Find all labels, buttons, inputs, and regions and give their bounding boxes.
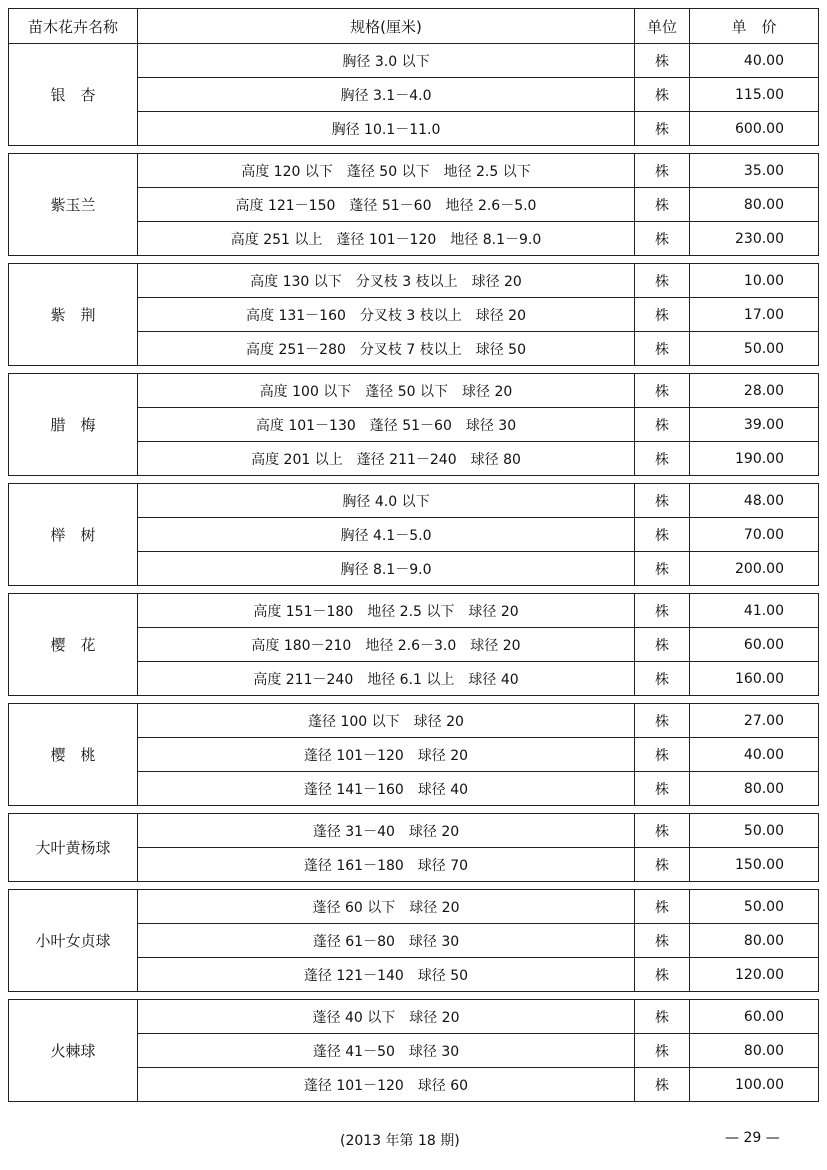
- table-row: [9, 264, 819, 298]
- price-cell: 50.00: [690, 332, 819, 366]
- separator-cell: [9, 146, 819, 154]
- group-separator: [9, 806, 819, 814]
- unit-cell: 株: [635, 890, 690, 924]
- price-cell: 28.00: [690, 374, 819, 408]
- unit-cell: 株: [635, 704, 690, 738]
- price-cell: 60.00: [690, 1000, 819, 1034]
- spec-cell: 高度 151－180 地径 2.5 以下 球径 20: [138, 594, 635, 628]
- price-cell: 80.00: [690, 924, 819, 958]
- group-separator: [9, 992, 819, 1000]
- group-separator: [9, 696, 819, 704]
- header-price: 单 价: [690, 9, 819, 44]
- spec-cell: 胸径 4.1－5.0: [138, 518, 635, 552]
- price-cell: 100.00: [690, 1068, 819, 1102]
- page-number: — 29 —: [725, 1130, 780, 1146]
- unit-cell: 株: [635, 44, 690, 78]
- price-cell: 10.00: [690, 264, 819, 298]
- unit-cell: 株: [635, 264, 690, 298]
- spec-cell: 高度 121－150 蓬径 51－60 地径 2.6－5.0: [138, 188, 635, 222]
- spec-cell: 高度 131－160 分叉枝 3 枝以上 球径 20: [138, 298, 635, 332]
- price-cell: 80.00: [690, 1034, 819, 1068]
- group-separator: [9, 476, 819, 484]
- spec-cell: 高度 101－130 蓬径 51－60 球径 30: [138, 408, 635, 442]
- plant-name-cell: 大叶黄杨球: [9, 814, 138, 882]
- price-cell: 60.00: [690, 628, 819, 662]
- plant-name-cell: 银 杏: [9, 44, 138, 146]
- price-cell: 120.00: [690, 958, 819, 992]
- spec-cell: 蓬径 161－180 球径 70: [138, 848, 635, 882]
- spec-cell: 高度 251－280 分叉枝 7 枝以上 球径 50: [138, 332, 635, 366]
- spec-cell: 蓬径 40 以下 球径 20: [138, 1000, 635, 1034]
- spec-cell: 蓬径 141－160 球径 40: [138, 772, 635, 806]
- spec-cell: 蓬径 60 以下 球径 20: [138, 890, 635, 924]
- separator-cell: [9, 586, 819, 594]
- table-row: [9, 594, 819, 628]
- table-row: [9, 814, 819, 848]
- price-cell: 41.00: [690, 594, 819, 628]
- spec-cell: 蓬径 101－120 球径 20: [138, 738, 635, 772]
- price-cell: 80.00: [690, 772, 819, 806]
- unit-cell: 株: [635, 552, 690, 586]
- issue-label: (2013 年第 18 期): [340, 1133, 460, 1149]
- plant-name-cell: 紫 荆: [9, 264, 138, 366]
- unit-cell: 株: [635, 188, 690, 222]
- spec-cell: 蓬径 31－40 球径 20: [138, 814, 635, 848]
- table-row: [9, 44, 819, 78]
- price-cell: 17.00: [690, 298, 819, 332]
- unit-cell: 株: [635, 442, 690, 476]
- spec-cell: 蓬径 41－50 球径 30: [138, 1034, 635, 1068]
- price-table-body: [9, 9, 819, 1102]
- separator-cell: [9, 366, 819, 374]
- unit-cell: 株: [635, 814, 690, 848]
- plant-name-cell: 腊 梅: [9, 374, 138, 476]
- unit-cell: 株: [635, 958, 690, 992]
- price-cell: 80.00: [690, 188, 819, 222]
- spec-cell: 胸径 3.0 以下: [138, 44, 635, 78]
- table-row: [9, 154, 819, 188]
- spec-cell: 胸径 10.1－11.0: [138, 112, 635, 146]
- price-table-container: [8, 8, 818, 1102]
- table-row: [9, 484, 819, 518]
- unit-cell: 株: [635, 662, 690, 696]
- table-row: [9, 704, 819, 738]
- unit-cell: 株: [635, 628, 690, 662]
- separator-cell: [9, 476, 819, 484]
- plant-name-cell: 榉 树: [9, 484, 138, 586]
- spec-cell: 蓬径 121－140 球径 50: [138, 958, 635, 992]
- unit-cell: 株: [635, 848, 690, 882]
- spec-cell: 高度 251 以上 蓬径 101－120 地径 8.1－9.0: [138, 222, 635, 256]
- price-cell: 27.00: [690, 704, 819, 738]
- spec-cell: 高度 130 以下 分叉枝 3 枝以上 球径 20: [138, 264, 635, 298]
- table-row: [9, 1000, 819, 1034]
- table-row: [9, 374, 819, 408]
- unit-cell: 株: [635, 484, 690, 518]
- unit-cell: 株: [635, 1000, 690, 1034]
- price-cell: 35.00: [690, 154, 819, 188]
- unit-cell: 株: [635, 738, 690, 772]
- group-separator: [9, 256, 819, 264]
- spec-cell: 高度 201 以上 蓬径 211－240 球径 80: [138, 442, 635, 476]
- unit-cell: 株: [635, 772, 690, 806]
- spec-cell: 胸径 3.1－4.0: [138, 78, 635, 112]
- group-separator: [9, 882, 819, 890]
- spec-cell: 高度 211－240 地径 6.1 以上 球径 40: [138, 662, 635, 696]
- table-row: [9, 890, 819, 924]
- price-cell: 40.00: [690, 738, 819, 772]
- price-cell: 115.00: [690, 78, 819, 112]
- unit-cell: 株: [635, 78, 690, 112]
- unit-cell: 株: [635, 518, 690, 552]
- price-cell: 48.00: [690, 484, 819, 518]
- price-cell: 40.00: [690, 44, 819, 78]
- header-spec: 规格(厘米): [138, 9, 635, 44]
- page-footer: [0, 1130, 827, 1154]
- plant-name-cell: 小叶女贞球: [9, 890, 138, 992]
- header-unit: 单位: [635, 9, 690, 44]
- price-cell: 160.00: [690, 662, 819, 696]
- spec-cell: 蓬径 101－120 球径 60: [138, 1068, 635, 1102]
- price-cell: 230.00: [690, 222, 819, 256]
- spec-cell: 蓬径 61－80 球径 30: [138, 924, 635, 958]
- table-header-row: [9, 9, 819, 44]
- plant-name-cell: 樱 花: [9, 594, 138, 696]
- unit-cell: 株: [635, 374, 690, 408]
- price-cell: 39.00: [690, 408, 819, 442]
- group-separator: [9, 366, 819, 374]
- unit-cell: 株: [635, 1034, 690, 1068]
- price-cell: 190.00: [690, 442, 819, 476]
- price-cell: 600.00: [690, 112, 819, 146]
- price-cell: 70.00: [690, 518, 819, 552]
- price-table: [8, 8, 819, 1102]
- spec-cell: 高度 120 以下 蓬径 50 以下 地径 2.5 以下: [138, 154, 635, 188]
- spec-cell: 高度 180－210 地径 2.6－3.0 球径 20: [138, 628, 635, 662]
- unit-cell: 株: [635, 408, 690, 442]
- header-name: 苗木花卉名称: [9, 9, 138, 44]
- separator-cell: [9, 992, 819, 1000]
- unit-cell: 株: [635, 112, 690, 146]
- spec-cell: 蓬径 100 以下 球径 20: [138, 704, 635, 738]
- price-cell: 50.00: [690, 814, 819, 848]
- separator-cell: [9, 882, 819, 890]
- unit-cell: 株: [635, 1068, 690, 1102]
- separator-cell: [9, 256, 819, 264]
- spec-cell: 胸径 8.1－9.0: [138, 552, 635, 586]
- group-separator: [9, 586, 819, 594]
- unit-cell: 株: [635, 924, 690, 958]
- plant-name-cell: 紫玉兰: [9, 154, 138, 256]
- spec-cell: 高度 100 以下 蓬径 50 以下 球径 20: [138, 374, 635, 408]
- unit-cell: 株: [635, 332, 690, 366]
- price-cell: 50.00: [690, 890, 819, 924]
- plant-name-cell: 火棘球: [9, 1000, 138, 1102]
- group-separator: [9, 146, 819, 154]
- unit-cell: 株: [635, 298, 690, 332]
- separator-cell: [9, 806, 819, 814]
- unit-cell: 株: [635, 222, 690, 256]
- unit-cell: 株: [635, 154, 690, 188]
- spec-cell: 胸径 4.0 以下: [138, 484, 635, 518]
- unit-cell: 株: [635, 594, 690, 628]
- price-cell: 200.00: [690, 552, 819, 586]
- plant-name-cell: 樱 桃: [9, 704, 138, 806]
- price-cell: 150.00: [690, 848, 819, 882]
- separator-cell: [9, 696, 819, 704]
